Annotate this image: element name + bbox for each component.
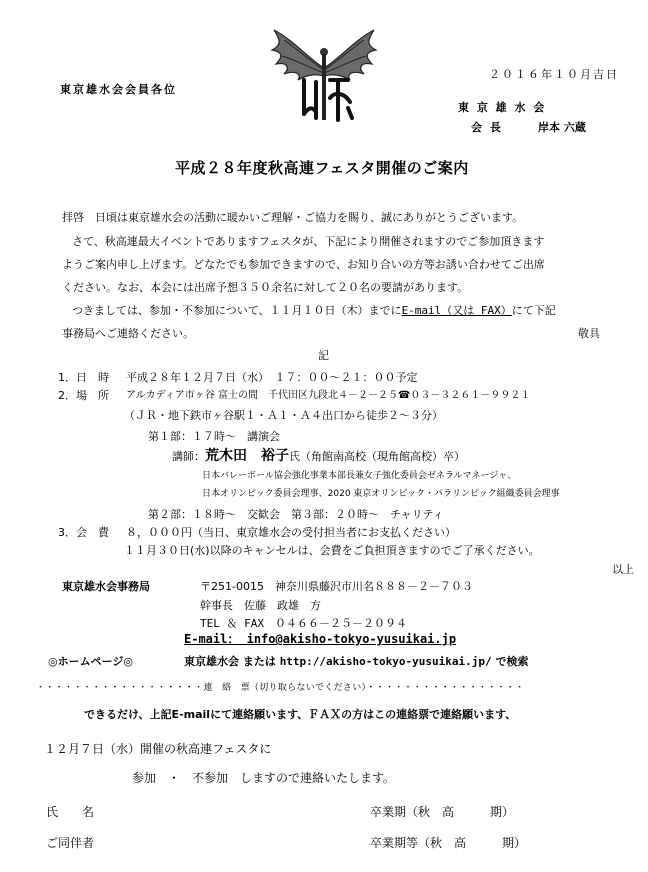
slip-attendance-choice[interactable]: 参加 ・ 不参加 しますので連絡いたします。: [132, 771, 396, 785]
office-secretary: 幹事長 佐藤 政雄 方: [200, 599, 321, 612]
office-address: 〒251-0015 神奈川県藤沢市川名８８８－２－７０３: [200, 580, 473, 593]
document-date: ２０１６年１０月吉日: [489, 68, 619, 81]
item-fee-value: ８，０００円（当日、東京雄水会の受付担当者にお支払ください）: [126, 526, 456, 539]
item-datetime-value: 平成２８年１２月７日（水） １７：００～２１：００予定: [126, 371, 418, 384]
organization-name: 東 京 雄 水 会: [458, 101, 547, 114]
homepage-line: [184, 656, 528, 667]
speaker-role-1: 日本バレーボール協会強化事業本部長兼女子強化委員会ゼネラルマネージャ、: [202, 471, 517, 481]
reply-method-link: E-mail（又は FAX）: [401, 304, 512, 317]
intro-line-3: ください。なお、本会には出席予想３５０余名に対して２０名の要請があります。: [62, 281, 469, 294]
closing-keigu: 敬具: [578, 327, 600, 340]
item-fee-label: 3．会 費: [58, 526, 109, 539]
email-address-link[interactable]: info@akisho-tokyo-yusuikai.jp: [246, 632, 457, 646]
recipient: 東京雄水会会員各位: [60, 83, 177, 96]
item-venue-value: アルカディア市ヶ谷 富士の間 千代田区九段北４－２－２５☎０３－３２６１－９９２１: [126, 390, 531, 401]
office-label: 東京雄水会事務局: [62, 580, 150, 593]
ijo-closing: 以上: [612, 563, 634, 576]
speaker-prefix: 講師：: [172, 450, 205, 463]
item-venue-label: 2．場 所: [58, 389, 109, 402]
slip-graduation-label: 卒業期（秋 高 期）: [370, 805, 515, 819]
speaker-suffix: 氏（角館南高校（現角館高校）卒）: [289, 450, 465, 463]
speaker-role-2: 日本オリンピック委員会理事、2020 東京オリンピック・パラリンピック組織委員会理事: [202, 489, 560, 499]
cancellation-notice: １１月３０日(水)以降のキャンセルは、会費をご負担頂きますのでご了承ください。: [124, 544, 540, 557]
item-datetime-label: 1．日 時: [58, 371, 109, 384]
reply-request-line-2: 事務局へご連絡ください。: [62, 327, 194, 340]
homepage-url-link[interactable]: http://akisho-tokyo-yusuikai.jp/: [279, 655, 492, 668]
reply-deadline-text: つきましては、参加・不参加について、１１月１０日（木）までに: [72, 304, 402, 317]
president-name: 岸本 六蔵: [538, 121, 586, 134]
speaker-line: [172, 449, 465, 463]
winged-caduceus-logo: [268, 28, 380, 128]
cut-line-divider: ・・・・・・・・・・・・・・・・・・連 絡 票（切り取らないでください）・・・・・・・・・・・・・・・・・: [36, 683, 525, 693]
intro-line-2: ようご案内申し上げます。どなたでも参加できますので、お知り合いの方等お誘い合わせてご出席: [62, 258, 545, 271]
office-email-line: [184, 633, 456, 645]
speaker-name: 荒木田 裕子: [205, 448, 289, 464]
slip-instruction: できるだけ、上記E-mailにて連絡願います、ＦＡＸの方はこの連絡票で連絡願います、: [84, 708, 517, 721]
part2-3-schedule: 第２部：１８時～ 交歓会 第３部：２０時～ チャリティ: [148, 508, 444, 521]
venue-access: （ＪＲ・地下鉄市ヶ谷駅１・Ａ１・Ａ４出口から徒歩２～３分）: [124, 409, 443, 422]
reply-request-line-1: [72, 305, 556, 316]
document-title: 平成２８年度秋高連フェスタ開催のご案内: [175, 159, 469, 177]
intro-line-1: さて、秋高連最大イベントでありますフェスタが、下記により開催されますのでご参加頂きます: [72, 235, 545, 248]
office-tel-fax: TEL ＆ FAX ０４６６－２５－２０９４: [200, 617, 407, 630]
homepage-text-post: で検索: [495, 655, 529, 668]
president-role: 会 長: [471, 121, 503, 134]
slip-name-label: 氏 名: [46, 805, 95, 819]
slip-companion-graduation-label: 卒業期等（秋 高 期）: [370, 836, 527, 850]
homepage-text-pre: 東京雄水会 または: [184, 655, 276, 668]
reply-trailing-text: にて下記: [511, 304, 556, 317]
slip-event-line: １２月７日（水）開催の秋高連フェスタに: [44, 742, 272, 756]
homepage-label: ◎ホームページ◎: [48, 655, 133, 668]
part1-schedule: 第１部：１７時～ 講演会: [148, 430, 280, 443]
ki-heading: 記: [318, 349, 329, 362]
slip-companion-label: ご同伴者: [46, 836, 95, 850]
greeting-paragraph: 拝啓 日頃は東京雄水会の活動に暖かいご理解・ご協力を賜り、誠にありがとうございます。: [62, 211, 524, 224]
email-label: E-mail：: [184, 632, 240, 646]
